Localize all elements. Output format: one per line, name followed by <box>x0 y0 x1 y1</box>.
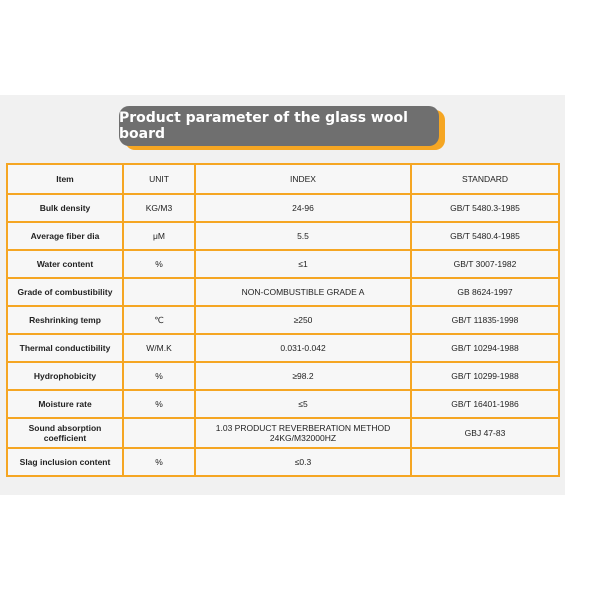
cell-item: Moisture rate <box>7 390 123 418</box>
cell-standard: GBJ 47-83 <box>411 418 559 448</box>
table-header-row <box>7 164 559 194</box>
cell-index: ≤5 <box>195 390 411 418</box>
cell-standard <box>411 448 559 476</box>
cell-standard: GB/T 11835-1998 <box>411 306 559 334</box>
cell-unit: % <box>123 448 195 476</box>
cell-standard: GB 8624-1997 <box>411 278 559 306</box>
cell-index: ≤1 <box>195 250 411 278</box>
cell-unit <box>123 418 195 448</box>
cell-index: ≥98.2 <box>195 362 411 390</box>
cell-index: 24-96 <box>195 194 411 222</box>
cell-index: ≥250 <box>195 306 411 334</box>
table-row <box>7 448 559 476</box>
cell-index: 0.031-0.042 <box>195 334 411 362</box>
cell-standard: GB/T 10299-1988 <box>411 362 559 390</box>
cell-unit: KG/M3 <box>123 194 195 222</box>
cell-item: Average fiber dia <box>7 222 123 250</box>
cell-index: 5.5 <box>195 222 411 250</box>
cell-item: Bulk density <box>7 194 123 222</box>
cell-unit: % <box>123 362 195 390</box>
table-row <box>7 306 559 334</box>
cell-unit: μM <box>123 222 195 250</box>
parameter-table <box>6 163 560 477</box>
page-title: Product parameter of the glass wool board <box>119 106 439 146</box>
cell-index: ≤0.3 <box>195 448 411 476</box>
cell-standard: GB/T 16401-1986 <box>411 390 559 418</box>
table-row <box>7 222 559 250</box>
cell-item: Hydrophobicity <box>7 362 123 390</box>
cell-standard: GB/T 5480.3-1985 <box>411 194 559 222</box>
table-row <box>7 362 559 390</box>
cell-item: Thermal conductibility <box>7 334 123 362</box>
header-item: Item <box>7 164 123 194</box>
cell-unit: W/M.K <box>123 334 195 362</box>
cell-standard: GB/T 10294-1988 <box>411 334 559 362</box>
table-row <box>7 278 559 306</box>
header-standard: STANDARD <box>411 164 559 194</box>
cell-unit: % <box>123 390 195 418</box>
cell-unit: % <box>123 250 195 278</box>
title-banner <box>119 106 445 146</box>
cell-index: NON-COMBUSTIBLE GRADE A <box>195 278 411 306</box>
cell-item: Water content <box>7 250 123 278</box>
cell-unit: ℃ <box>123 306 195 334</box>
cell-item: Sound absorption coefficient <box>7 418 123 448</box>
header-unit: UNIT <box>123 164 195 194</box>
cell-unit <box>123 278 195 306</box>
table-row <box>7 334 559 362</box>
cell-standard: GB/T 5480.4-1985 <box>411 222 559 250</box>
cell-index: 1.03 PRODUCT REVERBERATION METHOD 24KG/M32000HZ <box>195 418 411 448</box>
cell-item: Reshrinking temp <box>7 306 123 334</box>
table-row <box>7 418 559 448</box>
table-row <box>7 194 559 222</box>
cell-item: Slag inclusion content <box>7 448 123 476</box>
cell-item: Grade of combustibility <box>7 278 123 306</box>
cell-standard: GB/T 3007-1982 <box>411 250 559 278</box>
header-index: INDEX <box>195 164 411 194</box>
table-row <box>7 250 559 278</box>
table-row <box>7 390 559 418</box>
